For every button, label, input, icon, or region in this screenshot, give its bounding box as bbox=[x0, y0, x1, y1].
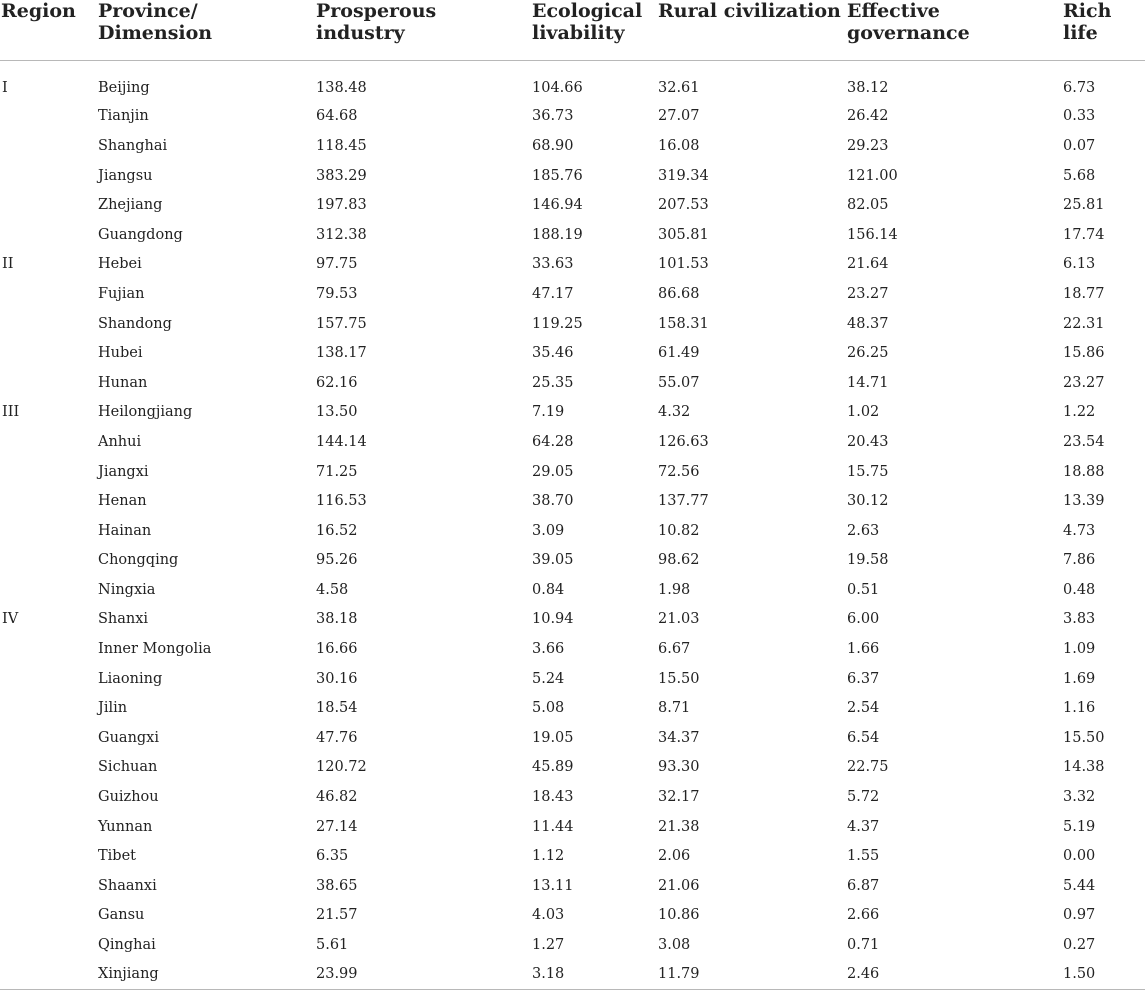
cell-prosperous-industry: 79.53 bbox=[316, 285, 358, 302]
cell-rural-civilization: 27.07 bbox=[658, 108, 700, 125]
cell-effective-governance: 23.27 bbox=[847, 285, 889, 302]
cell-province: Heilongjiang bbox=[98, 404, 193, 421]
cell-rural-civilization: 93.30 bbox=[658, 759, 700, 776]
cell-rural-civilization: 137.77 bbox=[658, 493, 709, 510]
header-region: Region bbox=[0, 0, 96, 60]
cell-prosperous-industry: 6.35 bbox=[316, 848, 349, 865]
table-body bbox=[0, 60, 1145, 989]
cell-province: Xinjiang bbox=[96, 960, 314, 990]
cell-rich-life: 23.54 bbox=[1063, 433, 1105, 450]
cell-effective-governance: 2.46 bbox=[845, 960, 1061, 990]
cell-rich-life: 1.22 bbox=[1063, 404, 1096, 421]
cell-rich-life: 1.09 bbox=[1063, 641, 1096, 658]
cell-rural-civilization: 34.37 bbox=[658, 729, 700, 746]
cell-ecological-livability: 64.28 bbox=[532, 433, 574, 450]
cell-prosperous-industry: 95.26 bbox=[316, 552, 358, 569]
cell-rich-life: 5.68 bbox=[1063, 167, 1096, 184]
cell-ecological-livability: 39.05 bbox=[532, 552, 574, 569]
cell-region bbox=[0, 782, 96, 812]
cell-effective-governance: 26.42 bbox=[847, 108, 889, 125]
cell-province: Henan bbox=[98, 493, 147, 510]
cell-effective-governance: 2.54 bbox=[847, 700, 880, 717]
cell-region bbox=[0, 753, 96, 783]
table-row bbox=[0, 309, 1145, 339]
cell-province: Gansu bbox=[98, 907, 145, 924]
header-row bbox=[0, 0, 1145, 60]
table-row bbox=[0, 368, 1145, 398]
cell-ecological-livability: 1.27 bbox=[532, 937, 565, 954]
cell-prosperous-industry: 120.72 bbox=[316, 759, 367, 776]
cell-region bbox=[0, 634, 96, 664]
cell-rural-civilization: 10.86 bbox=[658, 907, 700, 924]
cell-effective-governance: 21.64 bbox=[847, 256, 889, 273]
table-row bbox=[0, 575, 1145, 605]
cell-prosperous-industry: 4.58 bbox=[316, 581, 349, 598]
cell-effective-governance: 20.43 bbox=[847, 433, 889, 450]
cell-region: III bbox=[2, 404, 20, 421]
cell-effective-governance: 5.72 bbox=[847, 789, 880, 806]
cell-ecological-livability: 45.89 bbox=[532, 759, 574, 776]
table-row bbox=[0, 664, 1145, 694]
header-rural-civilization: Rural civilization bbox=[656, 0, 845, 60]
cell-ecological-livability: 185.76 bbox=[532, 167, 583, 184]
cell-ecological-livability: 33.63 bbox=[532, 256, 574, 273]
table-row bbox=[0, 960, 1145, 990]
table-row bbox=[0, 486, 1145, 516]
table-row bbox=[0, 753, 1145, 783]
table-row bbox=[0, 457, 1145, 487]
cell-rich-life: 0.33 bbox=[1063, 108, 1096, 125]
table-header bbox=[0, 0, 1145, 60]
cell-province: Jiangsu bbox=[98, 167, 153, 184]
cell-rich-life: 17.74 bbox=[1063, 226, 1105, 243]
cell-rich-life: 3.83 bbox=[1063, 611, 1096, 628]
cell-rich-life: 25.81 bbox=[1063, 197, 1105, 214]
cell-effective-governance: 6.54 bbox=[847, 729, 880, 746]
table-row bbox=[0, 516, 1145, 546]
cell-effective-governance: 6.37 bbox=[847, 670, 880, 687]
cell-rich-life: 0.97 bbox=[1063, 907, 1096, 924]
cell-rich-life: 15.50 bbox=[1063, 729, 1105, 746]
cell-prosperous-industry: 144.14 bbox=[316, 433, 367, 450]
cell-effective-governance: 2.66 bbox=[847, 907, 880, 924]
cell-province: Shanghai bbox=[98, 137, 168, 154]
cell-effective-governance: 19.58 bbox=[847, 552, 889, 569]
table-row bbox=[0, 605, 1145, 635]
cell-effective-governance: 6.00 bbox=[847, 611, 880, 628]
cell-ecological-livability: 4.03 bbox=[532, 907, 565, 924]
table-row bbox=[0, 220, 1145, 250]
cell-province: Guizhou bbox=[98, 789, 159, 806]
cell-rich-life: 18.88 bbox=[1063, 463, 1105, 480]
cell-rich-life: 5.44 bbox=[1063, 877, 1096, 894]
table-row bbox=[0, 427, 1145, 457]
table-row bbox=[0, 693, 1145, 723]
cell-region bbox=[0, 871, 96, 901]
cell-rich-life: 1.16 bbox=[1063, 700, 1096, 717]
cell-province: Ningxia bbox=[98, 581, 156, 598]
cell-prosperous-industry: 197.83 bbox=[316, 197, 367, 214]
table-row bbox=[0, 190, 1145, 220]
cell-province: Jilin bbox=[98, 700, 128, 717]
cell-ecological-livability: 25.35 bbox=[532, 374, 574, 391]
cell-rich-life: 1.69 bbox=[1063, 670, 1096, 687]
cell-rich-life: 6.13 bbox=[1063, 256, 1096, 273]
cell-province: Guangdong bbox=[98, 226, 183, 243]
cell-rural-civilization: 8.71 bbox=[658, 700, 691, 717]
cell-ecological-livability: 36.73 bbox=[532, 108, 574, 125]
cell-effective-governance: 29.23 bbox=[847, 137, 889, 154]
cell-rural-civilization: 126.63 bbox=[658, 433, 709, 450]
cell-region bbox=[0, 368, 96, 398]
cell-prosperous-industry: 97.75 bbox=[316, 256, 358, 273]
cell-region: IV bbox=[2, 611, 19, 628]
cell-province: Fujian bbox=[98, 285, 145, 302]
cell-province: Shanxi bbox=[98, 611, 149, 628]
cell-ecological-livability: 19.05 bbox=[532, 729, 574, 746]
cell-region bbox=[0, 338, 96, 368]
cell-ecological-livability: 13.11 bbox=[532, 877, 574, 894]
cell-rural-civilization: 158.31 bbox=[658, 315, 709, 332]
cell-rich-life: 3.32 bbox=[1063, 789, 1096, 806]
cell-province: Shaanxi bbox=[98, 877, 157, 894]
table-row bbox=[0, 930, 1145, 960]
cell-province: Shandong bbox=[98, 315, 172, 332]
cell-ecological-livability: 10.94 bbox=[532, 611, 574, 628]
cell-ecological-livability: 5.08 bbox=[532, 700, 565, 717]
table-row bbox=[0, 72, 1145, 102]
cell-province: Tianjin bbox=[98, 108, 149, 125]
cell-prosperous-industry: 47.76 bbox=[316, 729, 358, 746]
cell-rich-life: 6.73 bbox=[1063, 79, 1096, 96]
header-prosperous-industry: Prosperous industry bbox=[314, 0, 530, 60]
cell-province: Sichuan bbox=[98, 759, 158, 776]
cell-rural-civilization: 86.68 bbox=[658, 285, 700, 302]
spacer-row bbox=[0, 60, 1145, 72]
cell-ecological-livability: 38.70 bbox=[532, 493, 574, 510]
cell-rural-civilization: 98.62 bbox=[658, 552, 700, 569]
table-row bbox=[0, 871, 1145, 901]
cell-rural-civilization: 6.67 bbox=[658, 641, 691, 658]
cell-prosperous-industry: 383.29 bbox=[316, 167, 367, 184]
cell-region bbox=[0, 693, 96, 723]
table-row bbox=[0, 279, 1145, 309]
cell-rural-civilization: 305.81 bbox=[658, 226, 709, 243]
cell-effective-governance: 15.75 bbox=[847, 463, 889, 480]
cell-ecological-livability: 104.66 bbox=[532, 79, 583, 96]
table-row bbox=[0, 161, 1145, 191]
cell-rich-life: 0.00 bbox=[1063, 848, 1096, 865]
cell-region bbox=[0, 546, 96, 576]
cell-effective-governance: 82.05 bbox=[847, 197, 889, 214]
cell-ecological-livability: 3.66 bbox=[532, 641, 565, 658]
cell-rich-life: 7.86 bbox=[1063, 552, 1096, 569]
cell-prosperous-industry: 21.57 bbox=[316, 907, 358, 924]
table-row bbox=[0, 841, 1145, 871]
cell-prosperous-industry: 18.54 bbox=[316, 700, 358, 717]
cell-region: II bbox=[2, 256, 14, 273]
table-row bbox=[0, 131, 1145, 161]
cell-region bbox=[0, 664, 96, 694]
cell-rich-life: 0.07 bbox=[1063, 137, 1096, 154]
cell-rich-life: 13.39 bbox=[1063, 493, 1105, 510]
cell-ecological-livability: 29.05 bbox=[532, 463, 574, 480]
cell-region bbox=[0, 309, 96, 339]
cell-prosperous-industry: 157.75 bbox=[316, 315, 367, 332]
cell-effective-governance: 0.71 bbox=[847, 937, 880, 954]
cell-region bbox=[0, 220, 96, 250]
cell-prosperous-industry: 27.14 bbox=[316, 818, 358, 835]
cell-region bbox=[0, 812, 96, 842]
cell-prosperous-industry: 118.45 bbox=[316, 137, 367, 154]
cell-ecological-livability: 3.18 bbox=[530, 960, 656, 990]
cell-ecological-livability: 68.90 bbox=[532, 137, 574, 154]
cell-rich-life: 5.19 bbox=[1063, 818, 1096, 835]
cell-rich-life: 14.38 bbox=[1063, 759, 1105, 776]
cell-rural-civilization: 21.38 bbox=[658, 818, 700, 835]
cell-rural-civilization: 21.06 bbox=[658, 877, 700, 894]
table-row bbox=[0, 634, 1145, 664]
cell-prosperous-industry: 16.52 bbox=[316, 522, 358, 539]
cell-prosperous-industry: 30.16 bbox=[316, 670, 358, 687]
cell-prosperous-industry: 138.17 bbox=[316, 345, 367, 362]
cell-province: Anhui bbox=[98, 433, 142, 450]
cell-region bbox=[0, 457, 96, 487]
cell-ecological-livability: 1.12 bbox=[532, 848, 565, 865]
cell-region bbox=[0, 841, 96, 871]
cell-effective-governance: 1.66 bbox=[847, 641, 880, 658]
cell-rich-life: 4.73 bbox=[1063, 522, 1096, 539]
table-row bbox=[0, 782, 1145, 812]
table-row bbox=[0, 901, 1145, 931]
cell-effective-governance: 6.87 bbox=[847, 877, 880, 894]
cell-rural-civilization: 3.08 bbox=[658, 937, 691, 954]
cell-rural-civilization: 2.06 bbox=[658, 848, 691, 865]
table-row bbox=[0, 338, 1145, 368]
cell-ecological-livability: 146.94 bbox=[532, 197, 583, 214]
cell-province: Hainan bbox=[98, 522, 152, 539]
cell-region bbox=[0, 102, 96, 132]
cell-province: Beijing bbox=[98, 79, 150, 96]
header-ecological-livability: Ecological livability bbox=[530, 0, 656, 60]
cell-prosperous-industry: 46.82 bbox=[316, 789, 358, 806]
cell-effective-governance: 0.51 bbox=[847, 581, 880, 598]
cell-province: Chongqing bbox=[98, 552, 179, 569]
cell-ecological-livability: 35.46 bbox=[532, 345, 574, 362]
cell-rich-life: 0.27 bbox=[1063, 937, 1096, 954]
cell-rural-civilization: 207.53 bbox=[658, 197, 709, 214]
cell-province: Hunan bbox=[98, 374, 148, 391]
cell-region bbox=[0, 161, 96, 191]
table-row bbox=[0, 398, 1145, 428]
cell-province: Qinghai bbox=[98, 937, 156, 954]
cell-prosperous-industry: 71.25 bbox=[316, 463, 358, 480]
table-row bbox=[0, 812, 1145, 842]
cell-region bbox=[0, 279, 96, 309]
cell-province: Jiangxi bbox=[98, 463, 149, 480]
cell-prosperous-industry: 116.53 bbox=[316, 493, 367, 510]
cell-rural-civilization: 32.17 bbox=[658, 789, 700, 806]
cell-rich-life: 23.27 bbox=[1063, 374, 1105, 391]
cell-province: Zhejiang bbox=[98, 197, 163, 214]
cell-rural-civilization: 55.07 bbox=[658, 374, 700, 391]
cell-ecological-livability: 119.25 bbox=[532, 315, 583, 332]
cell-rural-civilization: 4.32 bbox=[658, 404, 691, 421]
cell-prosperous-industry: 38.65 bbox=[316, 877, 358, 894]
cell-province: Inner Mongolia bbox=[98, 641, 212, 658]
cell-province: Hubei bbox=[98, 345, 143, 362]
cell-rural-civilization: 11.79 bbox=[656, 960, 845, 990]
cell-rich-life: 18.77 bbox=[1063, 285, 1105, 302]
cell-province: Yunnan bbox=[98, 818, 153, 835]
table-row bbox=[0, 250, 1145, 280]
cell-region: I bbox=[2, 79, 8, 96]
cell-rural-civilization: 21.03 bbox=[658, 611, 700, 628]
cell-region bbox=[0, 960, 96, 990]
cell-rural-civilization: 72.56 bbox=[658, 463, 700, 480]
cell-ecological-livability: 47.17 bbox=[532, 285, 574, 302]
cell-prosperous-industry: 13.50 bbox=[316, 404, 358, 421]
cell-ecological-livability: 7.19 bbox=[532, 404, 565, 421]
cell-effective-governance: 2.63 bbox=[847, 522, 880, 539]
cell-province: Tibet bbox=[98, 848, 136, 865]
cell-region bbox=[0, 516, 96, 546]
cell-rural-civilization: 32.61 bbox=[658, 79, 700, 96]
header-rich-life: Rich life bbox=[1061, 0, 1145, 60]
cell-rural-civilization: 10.82 bbox=[658, 522, 700, 539]
cell-effective-governance: 22.75 bbox=[847, 759, 889, 776]
cell-effective-governance: 26.25 bbox=[847, 345, 889, 362]
table-row bbox=[0, 546, 1145, 576]
cell-region bbox=[0, 575, 96, 605]
cell-region bbox=[0, 427, 96, 457]
cell-rural-civilization: 319.34 bbox=[658, 167, 709, 184]
cell-prosperous-industry: 62.16 bbox=[316, 374, 358, 391]
cell-prosperous-industry: 5.61 bbox=[316, 937, 349, 954]
cell-rural-civilization: 16.08 bbox=[658, 137, 700, 154]
cell-effective-governance: 48.37 bbox=[847, 315, 889, 332]
cell-ecological-livability: 5.24 bbox=[532, 670, 565, 687]
cell-prosperous-industry: 16.66 bbox=[316, 641, 358, 658]
cell-effective-governance: 121.00 bbox=[847, 167, 898, 184]
cell-rich-life: 22.31 bbox=[1063, 315, 1105, 332]
cell-effective-governance: 30.12 bbox=[847, 493, 889, 510]
header-effective-governance: Effective governance bbox=[845, 0, 1061, 60]
cell-region bbox=[0, 486, 96, 516]
cell-prosperous-industry: 23.99 bbox=[314, 960, 530, 990]
cell-province: Hebei bbox=[98, 256, 142, 273]
cell-rural-civilization: 61.49 bbox=[658, 345, 700, 362]
cell-region bbox=[0, 190, 96, 220]
header-province: Province/ Dimension bbox=[96, 0, 314, 60]
cell-region bbox=[0, 723, 96, 753]
cell-prosperous-industry: 38.18 bbox=[316, 611, 358, 628]
cell-prosperous-industry: 64.68 bbox=[316, 108, 358, 125]
cell-province: Guangxi bbox=[98, 729, 160, 746]
table-row bbox=[0, 723, 1145, 753]
cell-rural-civilization: 101.53 bbox=[658, 256, 709, 273]
cell-effective-governance: 156.14 bbox=[847, 226, 898, 243]
cell-ecological-livability: 3.09 bbox=[532, 522, 565, 539]
cell-region bbox=[0, 901, 96, 931]
cell-effective-governance: 38.12 bbox=[847, 79, 889, 96]
cell-prosperous-industry: 312.38 bbox=[316, 226, 367, 243]
cell-rich-life: 1.50 bbox=[1061, 960, 1145, 990]
table-row bbox=[0, 102, 1145, 132]
cell-ecological-livability: 188.19 bbox=[532, 226, 583, 243]
cell-prosperous-industry: 138.48 bbox=[316, 79, 367, 96]
cell-effective-governance: 4.37 bbox=[847, 818, 880, 835]
cell-ecological-livability: 0.84 bbox=[532, 581, 565, 598]
cell-rich-life: 0.48 bbox=[1063, 581, 1096, 598]
cell-ecological-livability: 11.44 bbox=[532, 818, 574, 835]
cell-effective-governance: 1.02 bbox=[847, 404, 880, 421]
cell-province: Liaoning bbox=[98, 670, 163, 687]
cell-rich-life: 15.86 bbox=[1063, 345, 1105, 362]
cell-region bbox=[0, 930, 96, 960]
cell-rural-civilization: 1.98 bbox=[658, 581, 691, 598]
cell-effective-governance: 1.55 bbox=[847, 848, 880, 865]
cell-effective-governance: 14.71 bbox=[847, 374, 889, 391]
cell-region bbox=[0, 131, 96, 161]
cell-rural-civilization: 15.50 bbox=[658, 670, 700, 687]
cell-ecological-livability: 18.43 bbox=[532, 789, 574, 806]
